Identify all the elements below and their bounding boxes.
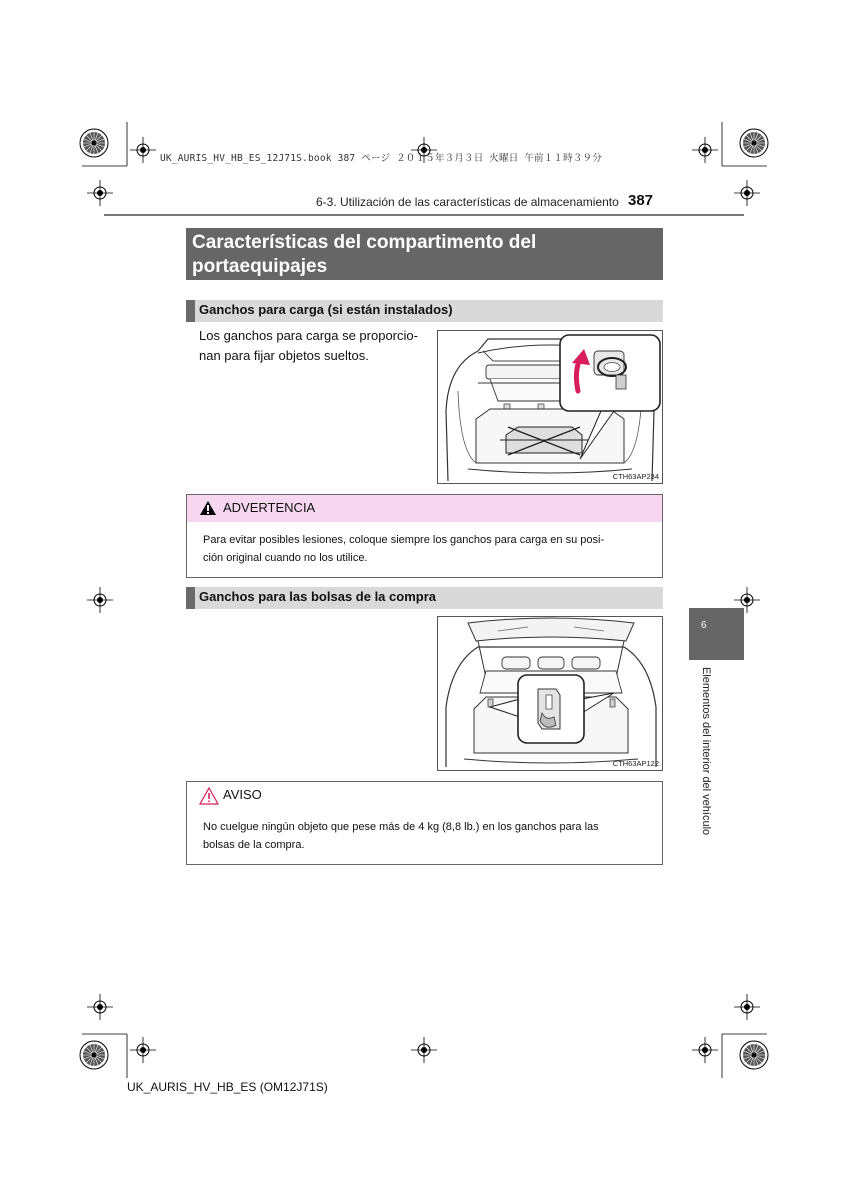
notice-triangle-icon	[199, 787, 219, 805]
section-heading-cargo-hooks: Ganchos para carga (si están instalados)	[186, 300, 663, 322]
warning-header	[187, 495, 662, 522]
cargo-hooks-description-line: nan para fijar objetos sueltos.	[199, 348, 369, 363]
crosshair-icon	[734, 180, 760, 206]
chapter-tab	[689, 608, 744, 660]
cargo-hooks-figure	[437, 330, 663, 484]
section-heading-shopping-hooks: Ganchos para las bolsas de la compra	[186, 587, 663, 609]
warning-label: ADVERTENCIA	[223, 500, 316, 515]
shopping-hooks-figure	[437, 616, 663, 771]
crosshair-icon	[411, 1037, 437, 1063]
warning-text-line: ción original cuando no los utilice.	[203, 552, 368, 564]
figure-code: CTH63AP234	[612, 472, 659, 481]
book-file-line: UK_AURIS_HV_HB_ES_12J71S.book 387 ページ ２０１５年３月３日 火曜日 午前１１時３９分	[160, 153, 602, 164]
cargo-hooks-description-line: Los ganchos para carga se proporcio-	[199, 328, 418, 343]
crosshair-icon	[130, 137, 156, 163]
shopping-hooks-illustration	[438, 617, 663, 771]
warning-box	[186, 494, 663, 578]
crosshair-icon	[87, 180, 113, 206]
notice-box	[186, 781, 663, 865]
rosette-icon	[740, 129, 768, 157]
cargo-hooks-description	[199, 326, 435, 366]
rosette-icon	[80, 1041, 108, 1069]
header-rule	[104, 214, 744, 216]
notice-text-line: No cuelgue ningún objeto que pese más de 4 kg (8,8 lb.) en los ganchos para las	[203, 821, 599, 833]
crosshair-icon	[87, 587, 113, 613]
section-header: 6-3. Utilización de las características de almacenamiento	[316, 195, 619, 209]
notice-header	[187, 782, 662, 809]
figure-code: CTH63AP122	[612, 759, 659, 768]
rosette-icon	[80, 129, 108, 157]
crosshair-icon	[734, 994, 760, 1020]
notice-text-line: bolsas de la compra.	[203, 839, 305, 851]
warning-triangle-icon	[199, 500, 217, 516]
warning-text-line: Para evitar posibles lesiones, coloque siempre los ganchos para carga en su posi-	[203, 534, 605, 546]
crosshair-icon	[692, 137, 718, 163]
page-title: Características del compartimento del portaequipajes	[186, 228, 663, 280]
crosshair-icon	[87, 994, 113, 1020]
notice-text	[187, 809, 662, 854]
rosette-icon	[740, 1041, 768, 1069]
notice-label: AVISO	[223, 787, 262, 802]
crosshair-icon	[130, 1037, 156, 1063]
cargo-hooks-illustration	[438, 331, 663, 484]
chapter-tab-number: 6	[701, 620, 707, 631]
warning-text	[187, 522, 662, 567]
chapter-tab-label: Elementos del interior del vehículo	[700, 667, 712, 836]
crosshair-icon	[692, 1037, 718, 1063]
footer-model-code: UK_AURIS_HV_HB_ES (OM12J71S)	[127, 1080, 328, 1094]
page-number: 387	[628, 192, 654, 209]
